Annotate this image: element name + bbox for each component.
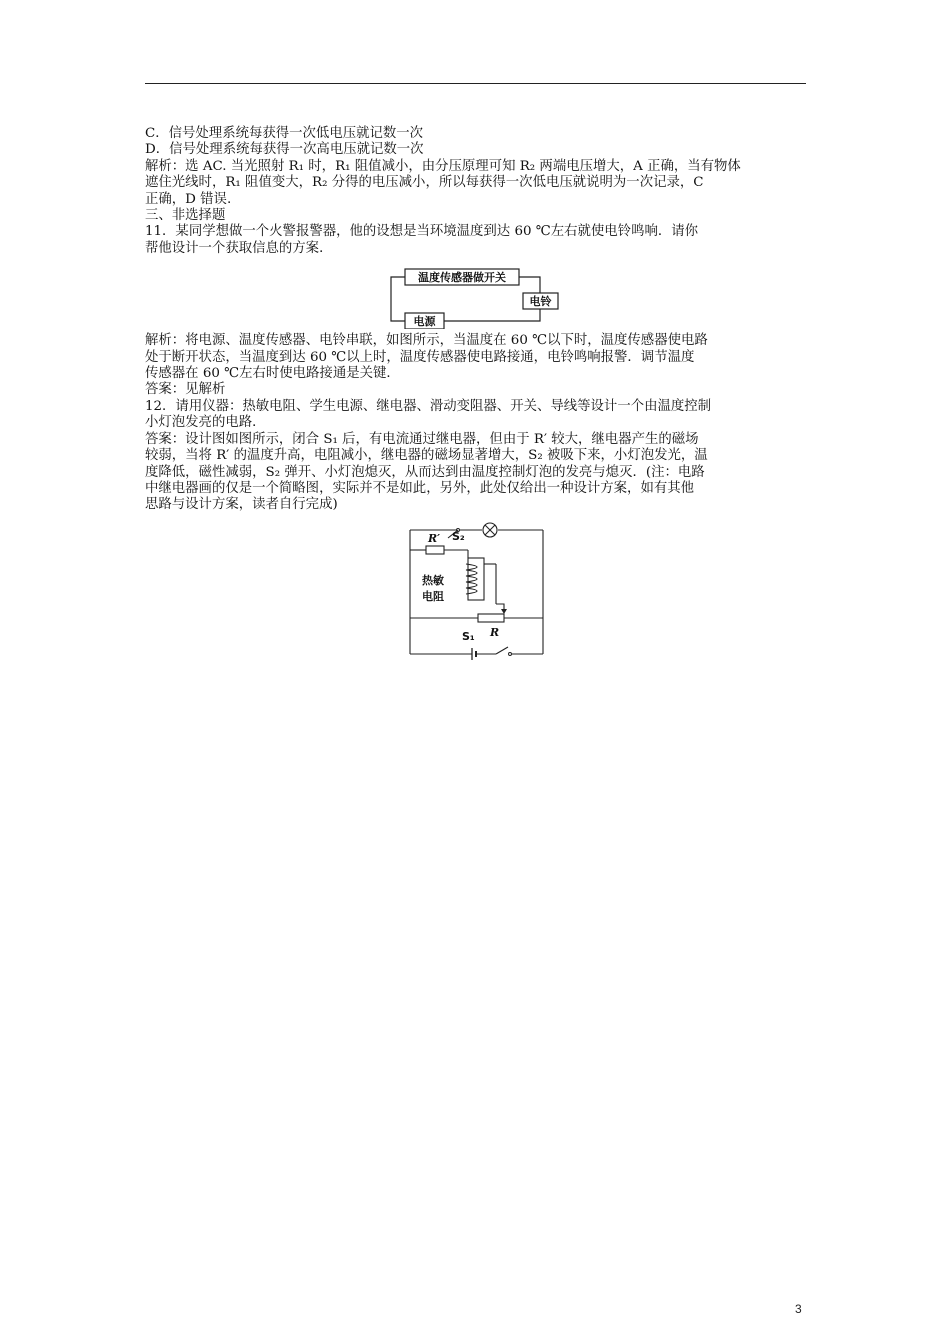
rheostat (478, 614, 504, 622)
page-content (145, 126, 807, 666)
page-number: 3 (795, 1302, 802, 1316)
text-line: D．信号处理系统每获得一次高电压就记数一次 (145, 142, 424, 158)
text-line: 正确，D 错误. (145, 191, 232, 207)
text-line: 处于断开状态，当温度到达 60 ℃以上时，温度传感器使电路接通，电铃鸣响报警．调节温度 (145, 349, 695, 365)
sensor-switch-label: 温度传感器做开关 (418, 271, 506, 285)
power-source-label: 电源 (413, 315, 436, 329)
wire (519, 277, 540, 293)
relay-circuit-diagram (145, 520, 807, 666)
s1-contact (509, 652, 512, 655)
question-12: 12．请用仪器：热敏电阻、学生电源、继电器、滑动变阻器、开关、导线等设计一个由温度控制 (145, 398, 712, 414)
thermistor-label-1: 热敏 (422, 573, 444, 587)
relay-circuit-svg (400, 520, 550, 666)
text-line: 度降低，磁性减弱，S₂ 弹开、小灯泡熄灭，从而达到由温度控制灯泡的发亮与熄灭．(注：电路 (145, 464, 705, 480)
s1-switch-arm (496, 647, 508, 654)
wire (444, 309, 540, 321)
rheostat-arrow-icon (501, 609, 507, 614)
header-rule (145, 83, 806, 84)
text-line: 解析：选 AC. 当光照射 R₁ 时，R₁ 阻值减小，由分压原理可知 R₂ 两端电压增大，A 正确，当有物体 (145, 158, 741, 174)
r-label: R (490, 625, 500, 639)
answer-11: 答案：见解析 (145, 382, 226, 398)
section-heading: 三、非选择题 (145, 208, 226, 224)
question-11: 11．某同学想做一个火警报警器，他的设想是当环境温度到达 60 ℃左右就使电铃鸣响．请你 (145, 224, 699, 240)
thermistor-label-2: 电阻 (422, 589, 444, 603)
fire-alarm-circuit-diagram (145, 267, 807, 329)
r-prime-label: R′ (428, 531, 441, 545)
answer-12: 答案：设计图如图所示，闭合 S₁ 后，有电流通过继电器，但由于 R′ 较大，继电器产生的磁场 (145, 431, 699, 447)
text-line: 解析：将电源、温度传感器、电铃串联，如图所示，当温度在 60 ℃以下时，温度传感器使电路 (145, 333, 708, 349)
text-line: 遮住光线时，R₁ 阻值变大，R₂ 分得的电压减小，所以每获得一次低电压就说明为一次记录，C (145, 175, 704, 191)
text-line: 较弱，当将 R′ 的温度升高，电阻减小，继电器的磁场显著增大，S₂ 被吸下来，小灯泡发光，温 (145, 448, 708, 464)
text-line: 帮他设计一个获取信息的方案． (145, 240, 333, 256)
text-line: 思路与设计方案，读者自行完成) (145, 497, 338, 513)
s1-label: S₁ (462, 629, 475, 643)
bell-label: 电铃 (529, 295, 552, 309)
text-line: 中继电器画的仅是一个简略图，实际并不是如此，另外，此处仅给出一种设计方案，如有其他 (145, 480, 695, 496)
fire-alarm-circuit-svg (387, 267, 587, 329)
r-prime-resistor (426, 546, 444, 554)
text-line: C．信号处理系统每获得一次低电压就记数一次 (145, 126, 424, 141)
text-line: 传感器在 60 ℃左右时使电路接通是关键． (145, 366, 400, 382)
text-line: 小灯泡发亮的电路． (145, 415, 266, 431)
wire (391, 277, 405, 321)
s2-label: S₂ (452, 529, 465, 543)
